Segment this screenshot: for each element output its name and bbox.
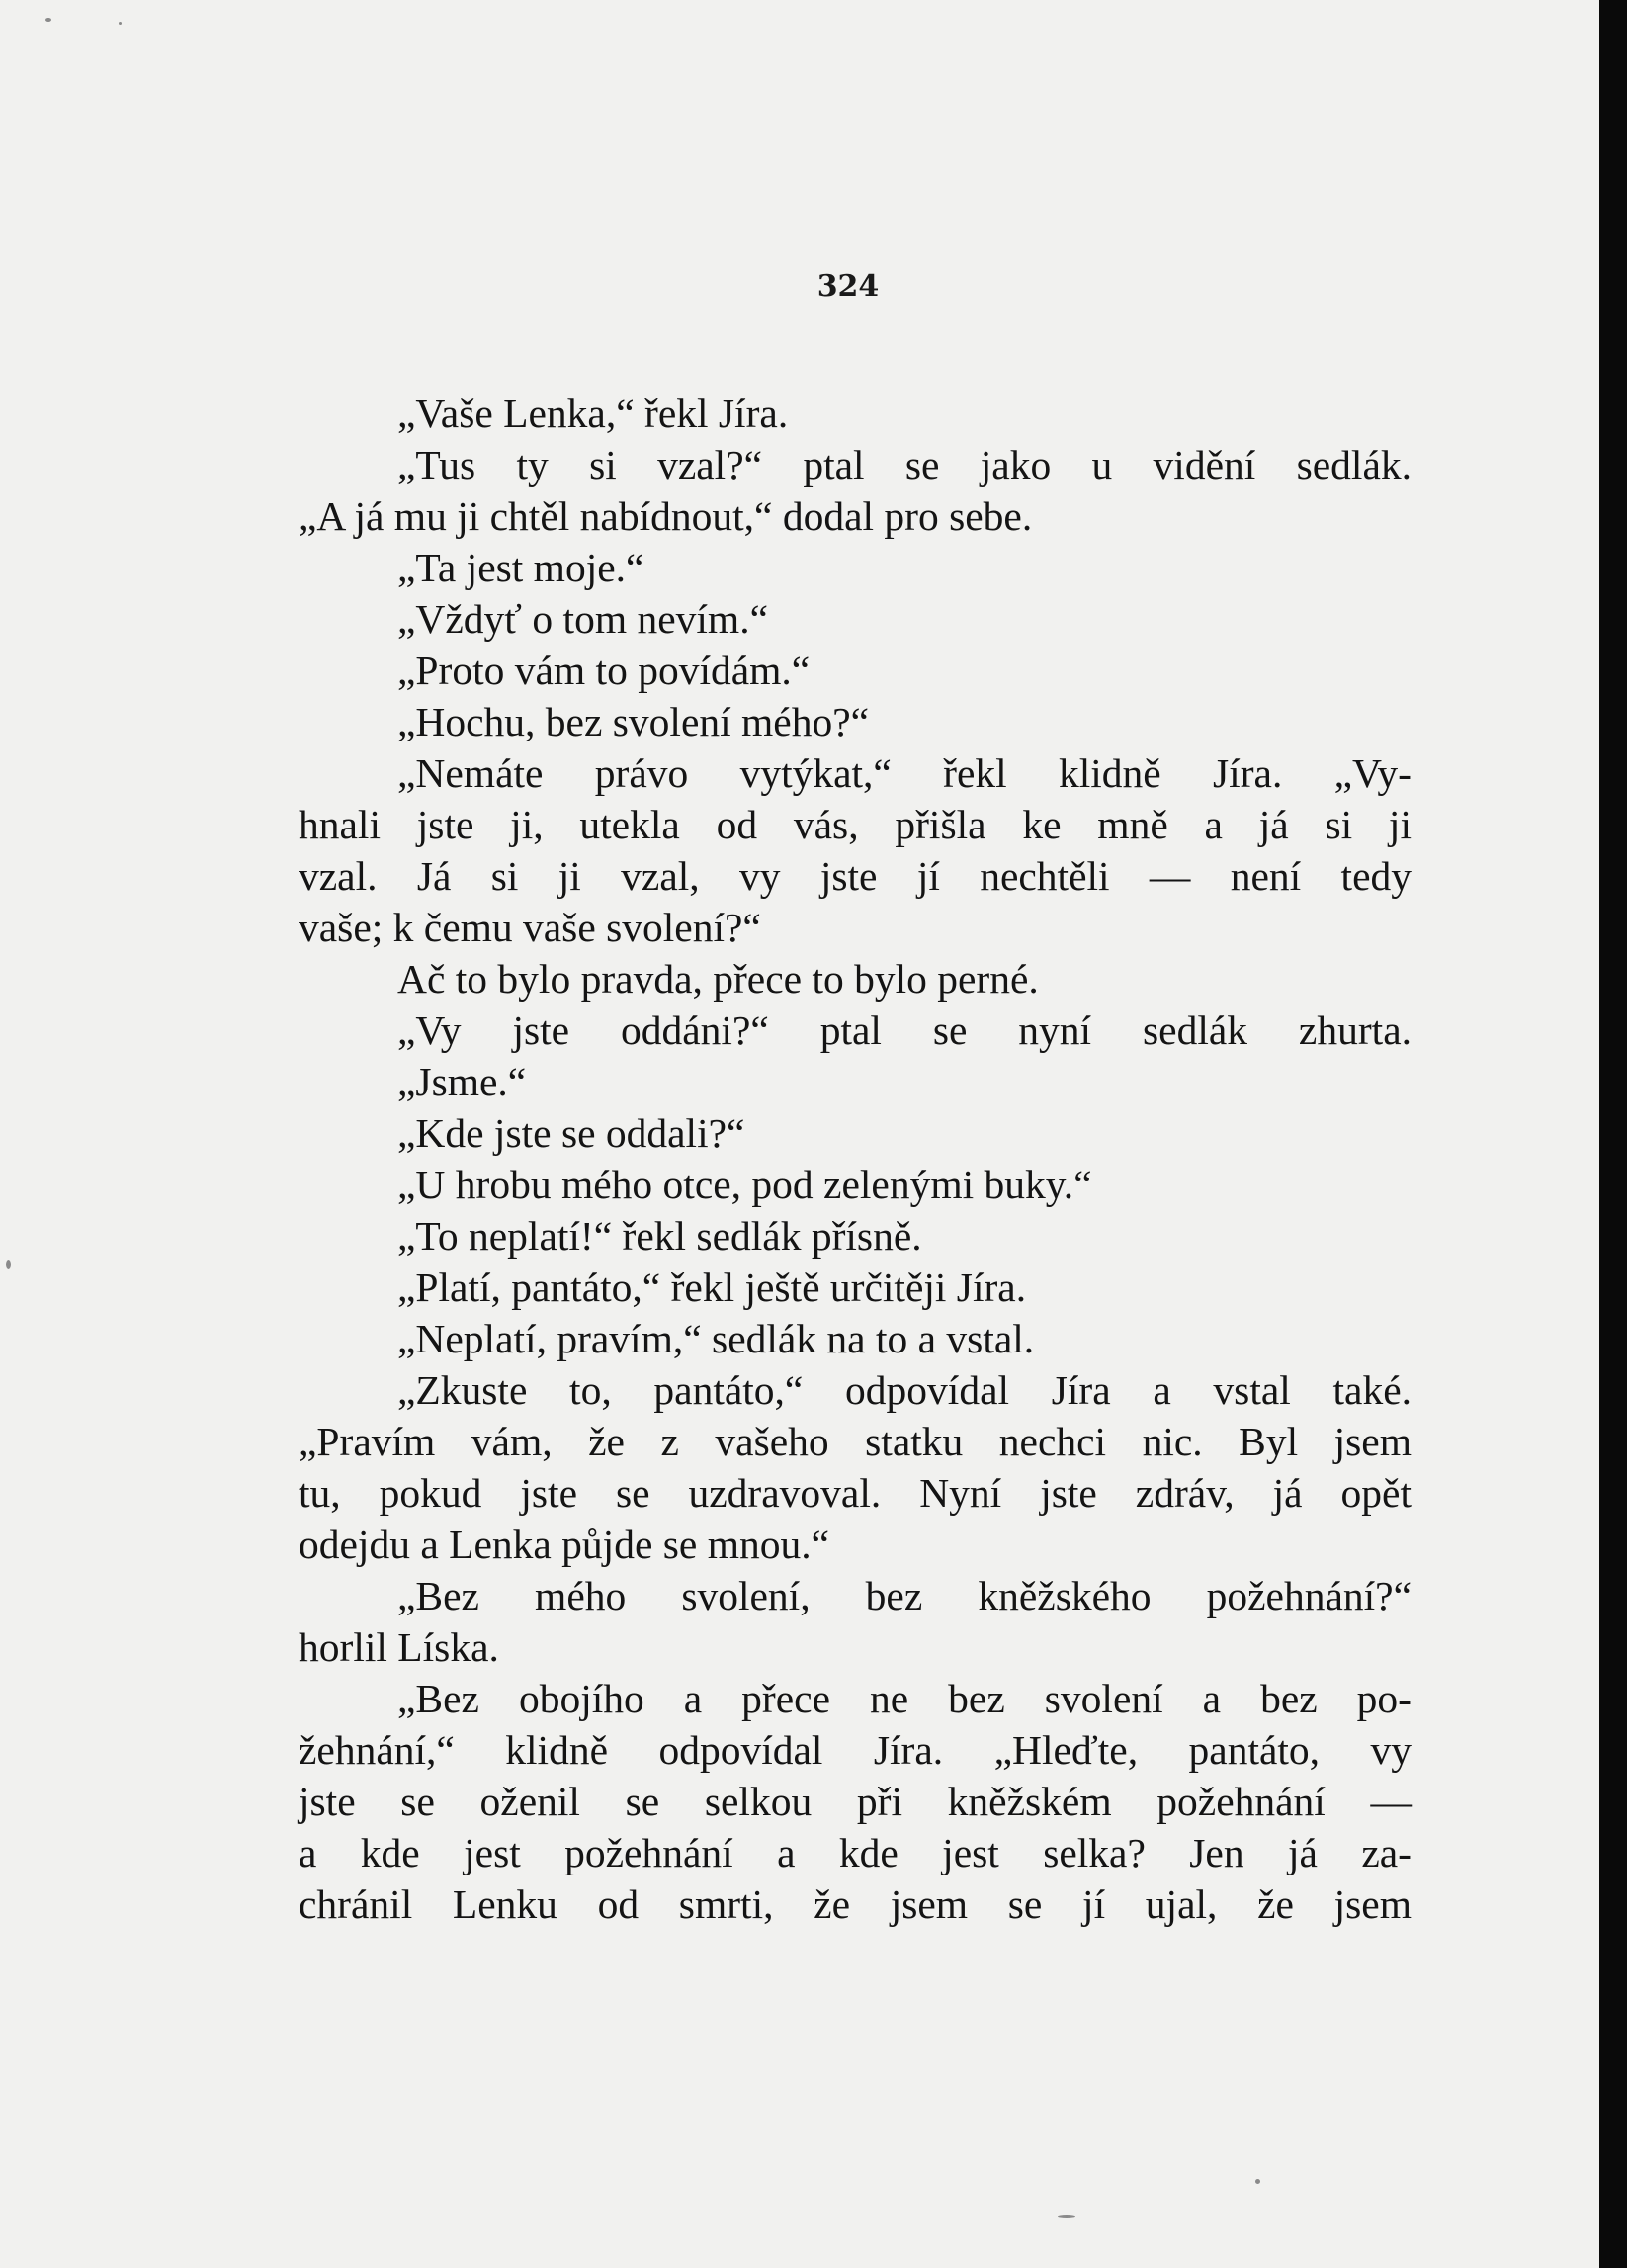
text-line: horlil Líska. <box>299 1624 499 1670</box>
text-line: „Neplatí, pravím,“ sedlák na to a vstal. <box>397 1316 1035 1361</box>
text-line: „Zkuste to, pantáto,“ odpovídal Jíra a vstal také. <box>397 1367 1412 1413</box>
text-line: jste se oženil se selkou při kněžském požehnání — <box>299 1779 1412 1824</box>
text-line: hnali jste ji, utekla od vás, přišla ke mně a já si ji <box>299 802 1412 847</box>
text-line: „Jsme.“ <box>397 1059 527 1104</box>
text-line: „Bez obojího a přece ne bez svolení a bez po- <box>397 1676 1412 1721</box>
text-line: chránil Lenku od smrti, že jsem se jí ujal, že jsem <box>299 1881 1412 1927</box>
text-line: odejdu a Lenka půjde se mnou.“ <box>299 1522 830 1567</box>
text-line: „Ta jest moje.“ <box>397 545 644 590</box>
paper-speck <box>119 22 122 25</box>
paper-speck <box>1255 2179 1260 2184</box>
text-line: „Platí, pantáto,“ řekl ještě určitěji Jíra. <box>397 1265 1027 1310</box>
paper-speck <box>45 18 51 22</box>
paper-speck <box>1058 2215 1075 2218</box>
text-line: „To neplatí!“ řekl sedlák přísně. <box>397 1213 922 1259</box>
text-line: „Vaše Lenka,“ řekl Jíra. <box>397 391 789 436</box>
text-line: „Vy jste oddáni?“ ptal se nyní sedlák zhurta. <box>397 1007 1412 1053</box>
text-line: „Proto vám to povídám.“ <box>397 648 811 693</box>
scan-border <box>1599 0 1627 2268</box>
text-line: „Tus ty si vzal?“ ptal se jako u vidění sedlák. <box>397 442 1412 487</box>
body-text <box>299 388 1412 1930</box>
text-line: tu, pokud jste se uzdravoval. Nyní jste zdráv, já opět <box>299 1470 1412 1516</box>
text-line: „Vždyť o tom nevím.“ <box>397 596 768 642</box>
page-number: 324 <box>816 269 880 304</box>
text-line: „Nemáte právo vytýkat,“ řekl klidně Jíra. „Vy- <box>397 750 1412 796</box>
text-line: „Pravím vám, že z vašeho statku nechci nic. Byl jsem <box>299 1419 1412 1464</box>
paper-speck <box>6 1260 11 1269</box>
text-line: „U hrobu mého otce, pod zelenými buky.“ <box>397 1162 1092 1207</box>
text-line: vzal. Já si ji vzal, vy jste jí nechtěli — není tedy <box>299 853 1412 899</box>
text-line: „A já mu ji chtěl nabídnout,“ dodal pro sebe. <box>299 493 1033 539</box>
text-line: „Hochu, bez svolení mého?“ <box>397 699 870 744</box>
text-line: „Bez mého svolení, bez kněžského požehnání?“ <box>397 1573 1412 1618</box>
text-line: Ač to bylo pravda, přece to bylo perné. <box>397 956 1039 1002</box>
text-line: „Kde jste se oddali?“ <box>397 1110 745 1156</box>
text-line: vaše; k čemu vaše svolení?“ <box>299 905 761 950</box>
text-line: žehnání,“ klidně odpovídal Jíra. „Hleďte, pantáto, vy <box>299 1727 1412 1773</box>
text-line: a kde jest požehnání a kde jest selka? Jen já za- <box>299 1830 1412 1875</box>
